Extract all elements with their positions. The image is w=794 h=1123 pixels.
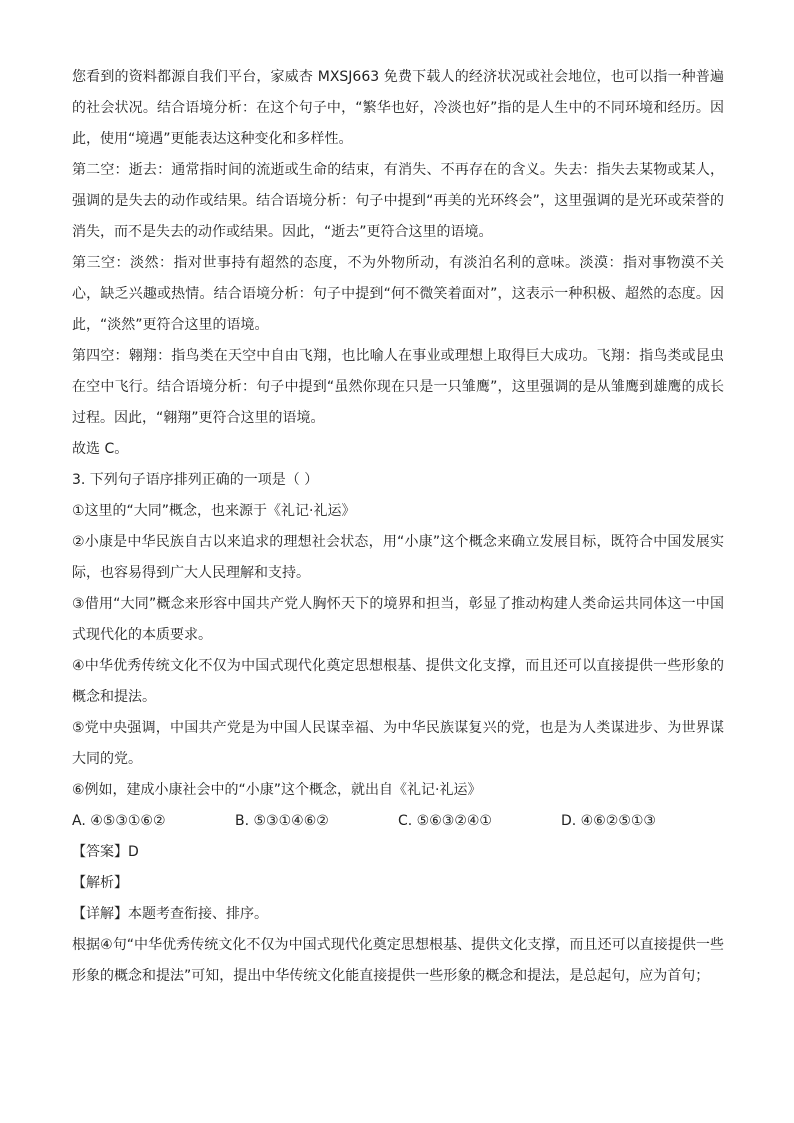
analysis-paragraph-3: 第三空：淡然：指对世事持有超然的态度，不为外物所动，有淡泊名利的意味。淡漠：指对事物漠不关心，缺乏兴趣或热情。结合语境分析：句子中提到“何不微笑着面对”，这表示一种积极、超然的态度。因此，“淡然”更符合这里的语境。: [72, 255, 724, 333]
detail-line: 【详解】本题考查衔接、排序。: [72, 906, 268, 922]
analysis-paragraph-4: 第四空：翱翔：指鸟类在天空中自由飞翔，也比喻人在事业或理想上取得巨大成功。飞翔：指鸟类或昆虫在空中飞行。结合语境分析：句子中提到“虽然你现在只是一只雏鹰”，这里强调的是从雏鹰到雄鹰的成长过程。因此，“翱翔”更符合这里的语境。: [72, 348, 724, 426]
conclusion: 故选 C。: [72, 441, 129, 457]
reasoning-paragraph: 根据④句“中华优秀传统文化不仅为中国式现代化奠定思想根基、提供文化支撑，而且还可以直接提供一些形象的概念和提法”可知，提出中华传统文化能直接提供一些形象的概念和提法，是总起句，应为首句；: [72, 937, 724, 984]
sentence-5: ⑤党中央强调，中国共产党是为中国人民谋幸福、为中华民族谋复兴的党，也是为人类谋进步、为世界谋大同的党。: [72, 720, 724, 767]
sentence-1: ①这里的“大同”概念，也来源于《礼记·礼运》: [72, 503, 356, 519]
sentence-4: ④中华优秀传统文化不仅为中国式现代化奠定思想根基、提供文化支撑，而且还可以直接提供一些形象的概念和提法。: [72, 658, 724, 705]
option-c: C. ⑤⑥③②④①: [398, 813, 492, 829]
option-a: A. ④⑤③①⑥②: [72, 813, 166, 829]
answer-line: 【答案】D: [72, 844, 139, 860]
analysis-paragraph-1: 您看到的资料都源自我们平台，家威杏 MXSJ663 免费下载人的经济状况或社会地位，也可以指一种普遍的社会状况。结合语境分析：在这个句子中，“繁华也好，冷淡也好”指的是人生中的不同环境和经历。因此，使用“境遇”更能表达这种变化和多样性。: [72, 69, 724, 147]
question-stem: 3. 下列句子语序排列正确的一项是（ ）: [72, 472, 319, 488]
analysis-label: 【解析】: [72, 875, 128, 891]
option-d: D. ④⑥②⑤①③: [561, 813, 656, 829]
sentence-3: ③借用“大同”概念来形容中国共产党人胸怀天下的境界和担当，彰显了推动构建人类命运共同体这一中国式现代化的本质要求。: [72, 596, 724, 643]
analysis-paragraph-2: 第二空：逝去：通常指时间的流逝或生命的结束，有消失、不再存在的含义。失去：指失去某物或某人，强调的是失去的动作或结果。结合语境分析：句子中提到“再美的光环终会”，这里强调的是光环或荣誉的消失，而不是失去的动作或结果。因此，“逝去”更符合这里的语境。: [72, 162, 724, 240]
sentence-6: ⑥例如，建成小康社会中的“小康”这个概念，就出自《礼记·礼运》: [72, 782, 482, 798]
option-b: B. ⑤③①④⑥②: [235, 813, 329, 829]
sentence-2: ②小康是中华民族自古以来追求的理想社会状态，用“小康”这个概念来确立发展目标，既符合中国发展实际，也容易得到广大人民理解和支持。: [72, 534, 724, 581]
document-page: [72, 62, 724, 992]
answer-options: [72, 806, 724, 837]
